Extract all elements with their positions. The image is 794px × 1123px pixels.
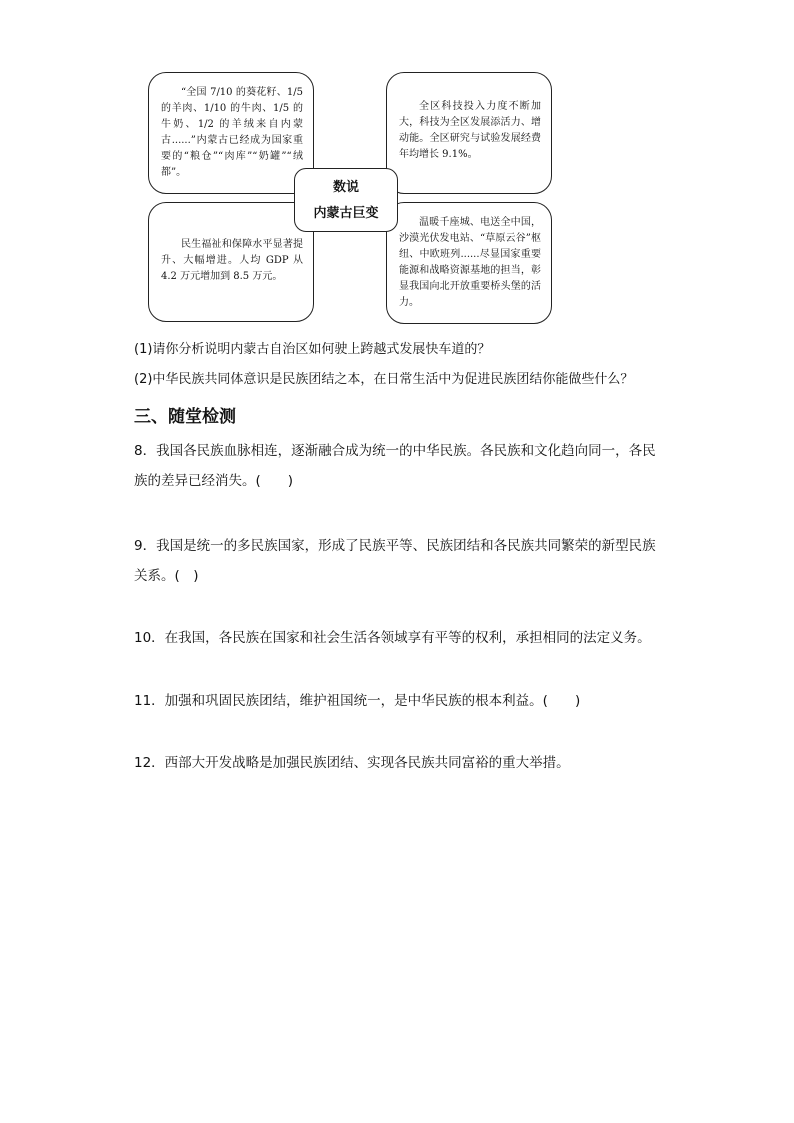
- info-box-bottom-right: [386, 202, 552, 324]
- exercise-item-8: 8．我国各民族血脉相连，逐渐融合成为统一的中华民族。各民族和文化趋向同一，各民族的差异已经消失。( ): [134, 443, 656, 489]
- info-box-bottom-left: [148, 202, 314, 322]
- exercise-item-10: 10．在我国，各民族在国家和社会生活各领域享有平等的权利，承担相同的法定义务。: [134, 630, 651, 646]
- diagram-center-title: [294, 168, 398, 232]
- info-text-top-right: 全区科技投入力度不断加大，科技为全区发展添活力、增动能。全区研究与试验发展经费年均增长 9.1%。: [399, 101, 541, 160]
- info-text-bottom-left: 民生福祉和保障水平显著提升、大幅增进。人均 GDP 从 4.2 万元增加到 8.5 万元。: [161, 239, 303, 282]
- exercise-item-11: 11．加强和巩固民族团结，维护祖国统一，是中华民族的根本利益。( ): [134, 693, 581, 709]
- info-box-top-right: [386, 72, 552, 194]
- exercise-item-12: 12．西部大开发战略是加强民族团结、实现各民族共同富裕的重大举措。: [134, 755, 570, 771]
- question-2: (2)中华民族共同体意识是民族团结之本，在日常生活中为促进民族团结你能做些什么？: [134, 372, 634, 387]
- center-title-line1: 数说: [332, 180, 359, 195]
- info-text-top-left: “全国 7/10 的葵花籽、1/5 的羊肉、1/10 的牛肉、1/5 的牛奶、1/2 的羊绒来自内蒙古......”内蒙古已经成为国家重要的“粮仓”“肉库”“奶罐”“绒都”。: [161, 87, 303, 178]
- section-title: 三、随堂检测: [134, 407, 236, 427]
- info-box-top-left: [148, 72, 314, 194]
- info-text-bottom-right: 温暖千座城、电送全中国，沙漠光伏发电站、“草原云谷”枢纽、中欧班列......尽显国家重要能源和战略资源基地的担当，彰显我国向北开放重要桥头堡的活力。: [399, 217, 541, 308]
- exercise-item-9: 9．我国是统一的多民族国家，形成了民族平等、民族团结和各民族共同繁荣的新型民族关系。( ): [134, 538, 656, 584]
- center-title-line2: 内蒙古巨变: [313, 206, 379, 221]
- question-1: (1)请你分析说明内蒙古自治区如何驶上跨越式发展快车道的？: [134, 342, 491, 357]
- inner-mongolia-diagram: [148, 72, 554, 324]
